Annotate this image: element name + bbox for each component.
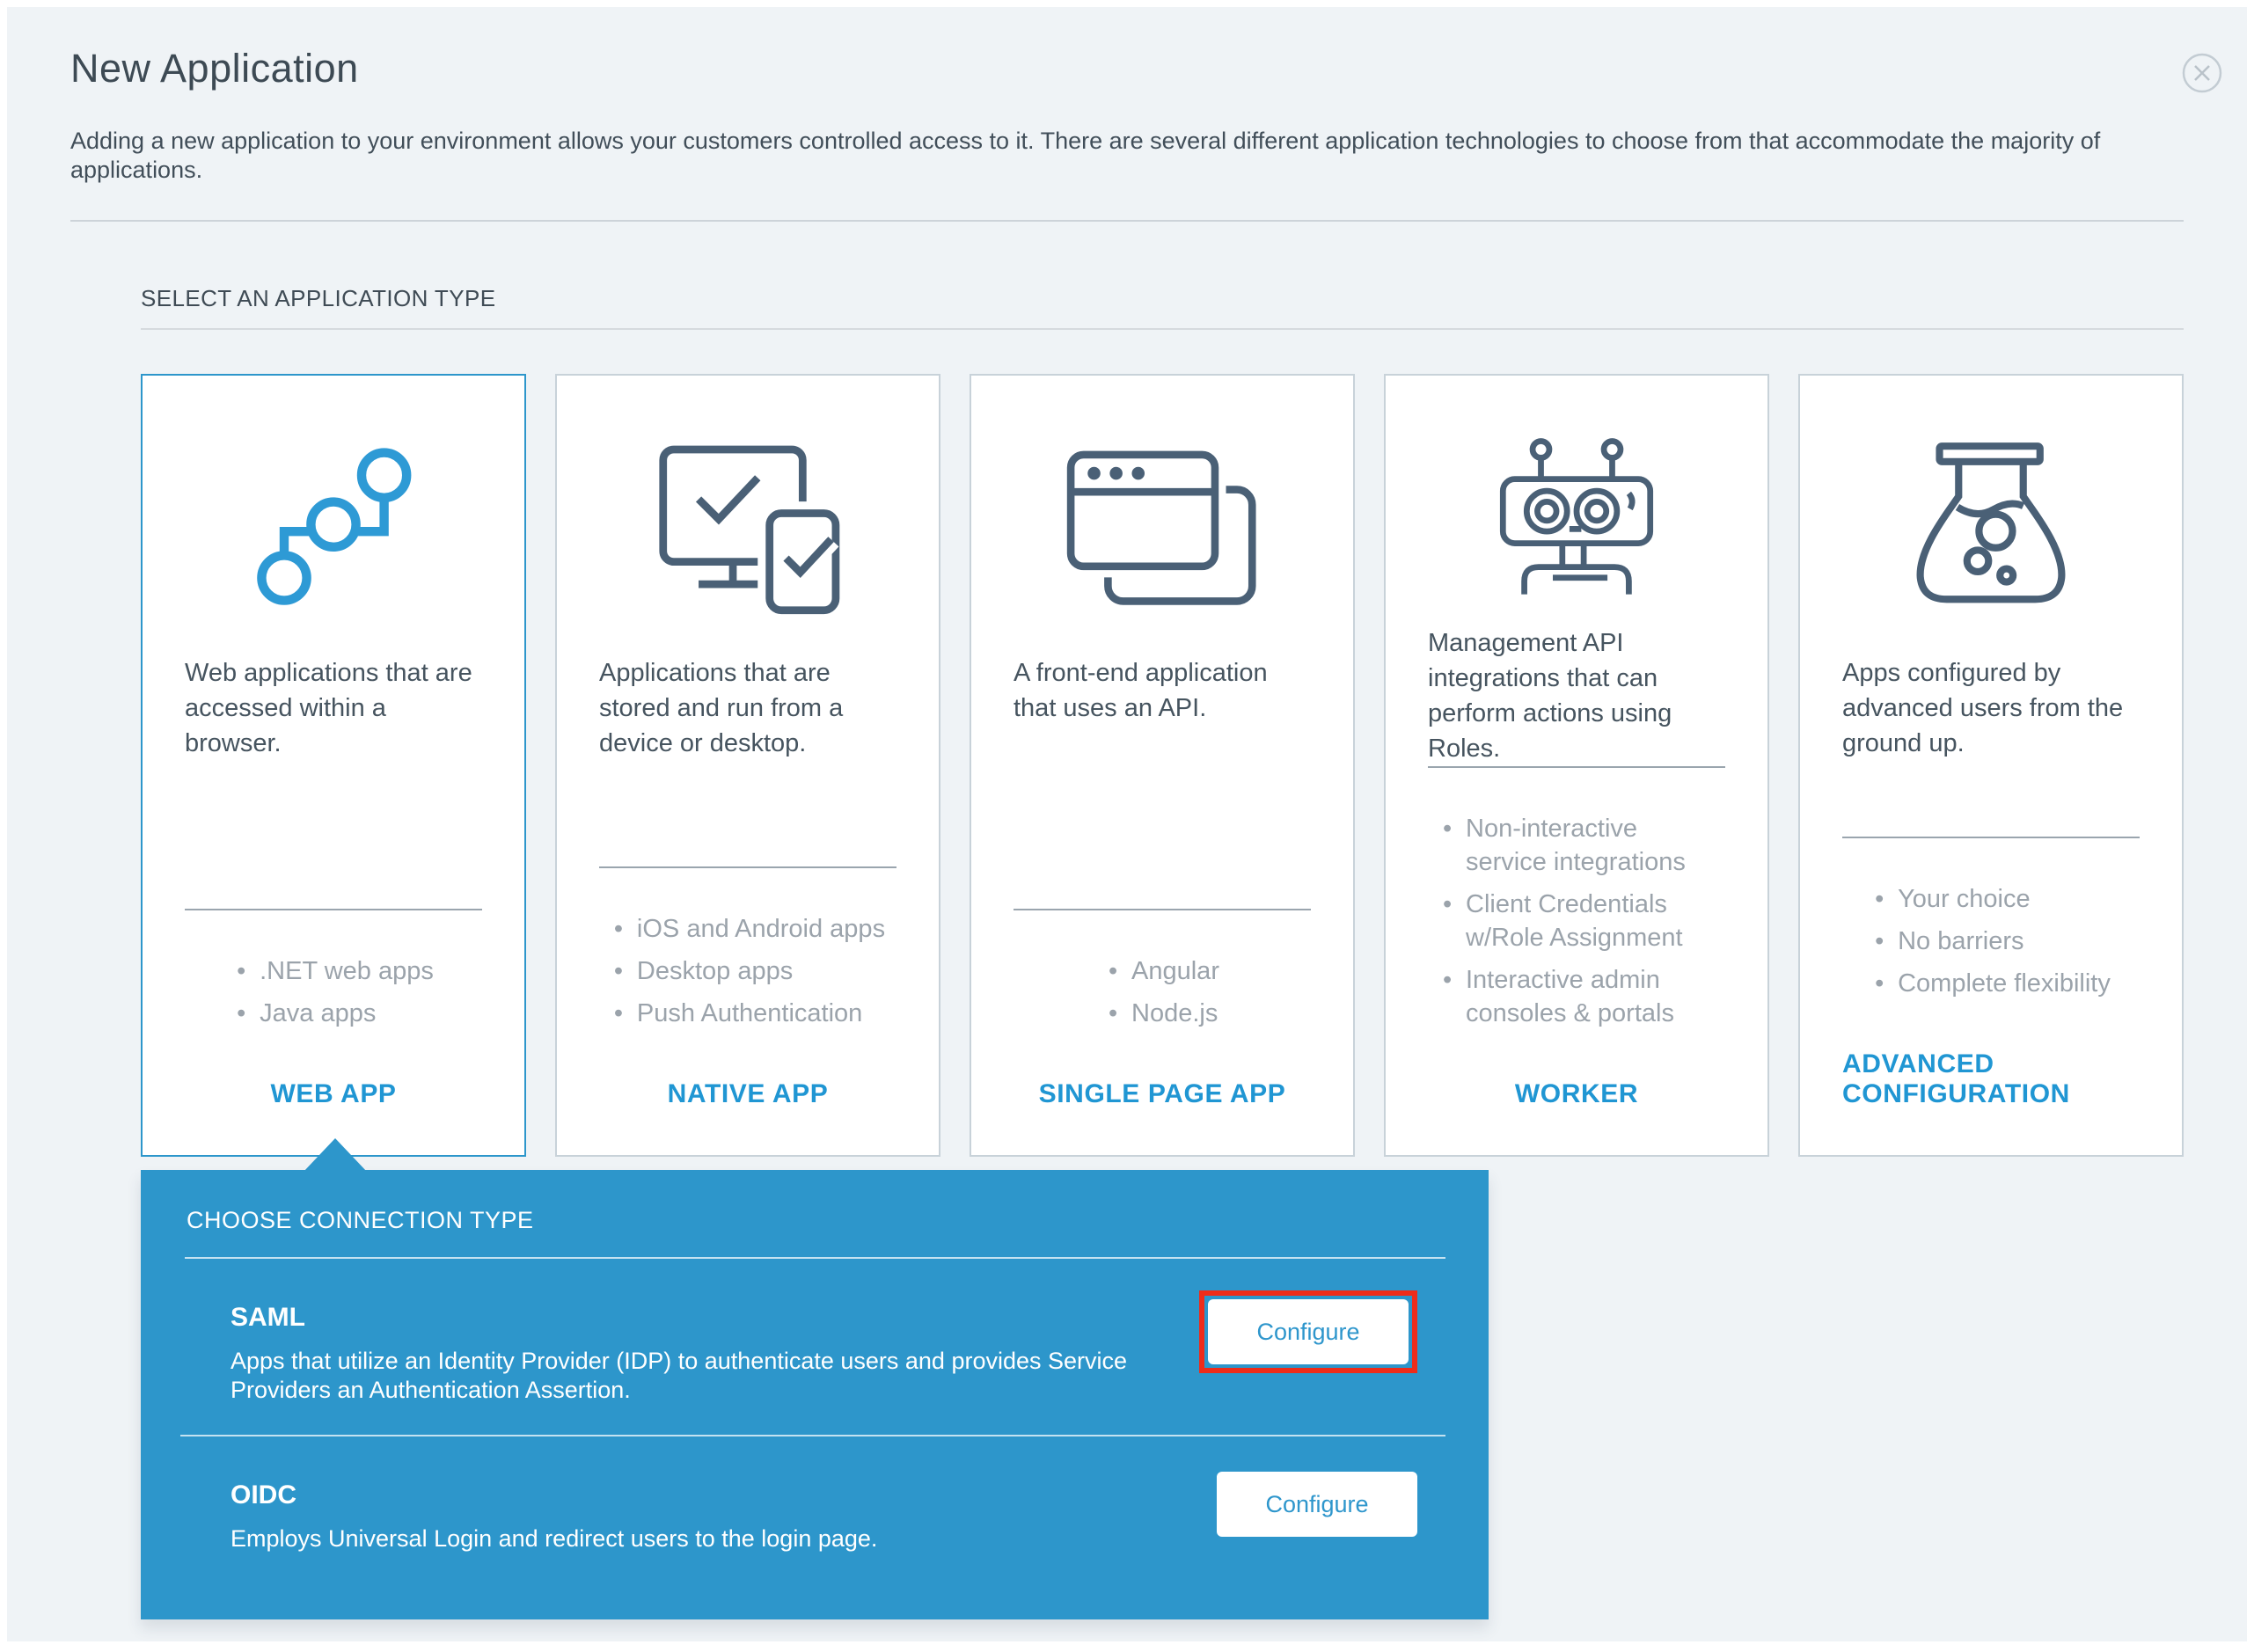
bullet-item: • Node.js: [1105, 997, 1219, 1030]
card-divider: [1842, 837, 2140, 838]
connection-option-oidc: [231, 1436, 1445, 1553]
card-type-label: WORKER: [1514, 1079, 1639, 1108]
card-bullets: [1439, 812, 1714, 1030]
card-description: A front-end application that uses an API.: [1014, 659, 1268, 722]
page-title: New Application: [70, 46, 359, 91]
configure-saml-button[interactable]: Configure: [1208, 1299, 1409, 1364]
option-name: SAML: [231, 1303, 305, 1332]
close-button[interactable]: [2182, 53, 2222, 93]
modal-body: [7, 7, 2247, 1641]
option-text: [231, 1436, 1181, 1553]
close-icon: [2182, 53, 2222, 93]
card-advanced-configuration[interactable]: [1798, 374, 2184, 1157]
option-button-area: [1199, 1259, 1417, 1373]
option-description: Employs Universal Login and redirect users to the login page.: [231, 1525, 878, 1552]
card-bullets: [611, 912, 885, 1030]
browser-windows-icon: [1014, 376, 1311, 655]
card-web-app[interactable]: [141, 374, 526, 1157]
card-description: Management API integrations that can perform actions using Roles.: [1428, 629, 1672, 763]
application-type-cards: [141, 374, 2184, 1157]
card-type-label: NATIVE APP: [667, 1079, 829, 1108]
bullet-item: • Complete flexibility: [1871, 967, 2111, 1000]
card-type-label: WEB APP: [270, 1079, 397, 1108]
bullet-item: • .NET web apps: [233, 954, 434, 988]
card-bullets: [1105, 954, 1219, 1030]
card-single-page-app[interactable]: [970, 374, 1355, 1157]
option-button-area: [1217, 1436, 1417, 1537]
card-type-label: SINGLE PAGE APP: [1038, 1079, 1286, 1108]
card-description: Applications that are stored and run from a device or desktop.: [599, 659, 844, 757]
card-type-label: ADVANCED CONFIGURATION: [1842, 1049, 2070, 1108]
choose-connection-type-panel: [141, 1170, 1489, 1619]
bullet-item: • Java apps: [233, 997, 434, 1030]
bullet-item: • Interactive admin consoles & portals: [1439, 963, 1714, 1030]
card-divider: [185, 909, 482, 910]
bullet-item: • Angular: [1105, 954, 1219, 988]
bullet-item: • Non-interactive service integrations: [1439, 812, 1714, 879]
bullet-item: • iOS and Android apps: [611, 912, 885, 946]
bullet-item: • Your choice: [1871, 882, 2111, 916]
header-divider: [70, 220, 2184, 222]
section-label: SELECT AN APPLICATION TYPE: [141, 285, 496, 311]
option-text: [231, 1259, 1181, 1405]
robot-icon: [1428, 376, 1725, 625]
card-divider: [1428, 766, 1725, 768]
card-worker[interactable]: [1384, 374, 1769, 1157]
bullet-item: • No barriers: [1871, 925, 2111, 958]
application-type-section: [141, 285, 2184, 1619]
bullet-item: • Desktop apps: [611, 954, 885, 988]
panel-title: CHOOSE CONNECTION TYPE: [187, 1207, 534, 1233]
card-bullets: [233, 954, 434, 1030]
devices-check-icon: [599, 376, 896, 655]
option-description: Apps that utilize an Identity Provider (IDP) to authenticate users and provides Service Providers an Authentication Assertion.: [231, 1348, 1128, 1403]
card-divider: [1014, 909, 1311, 910]
card-bullets: [1871, 882, 2111, 1000]
connection-option-saml: [231, 1259, 1445, 1405]
card-native-app[interactable]: [555, 374, 940, 1157]
red-highlight-annotation: [1199, 1290, 1417, 1373]
card-description: Web applications that are accessed within a browser.: [185, 659, 472, 757]
card-divider: [599, 866, 896, 868]
workflow-nodes-icon: [185, 376, 482, 655]
flask-icon: [1842, 376, 2140, 655]
card-description: Apps configured by advanced users from the ground up.: [1842, 659, 2124, 757]
bullet-item: • Client Credentials w/Role Assignment: [1439, 888, 1714, 954]
bullet-item: • Push Authentication: [611, 997, 885, 1030]
option-name: OIDC: [231, 1480, 296, 1509]
configure-oidc-button[interactable]: Configure: [1217, 1472, 1417, 1537]
section-divider: [141, 328, 2184, 330]
dialog-description: Adding a new application to your environment allows your customers controlled access to it. There are several different application technologies to choose from that accommodate the majority of applications.: [70, 128, 2101, 183]
